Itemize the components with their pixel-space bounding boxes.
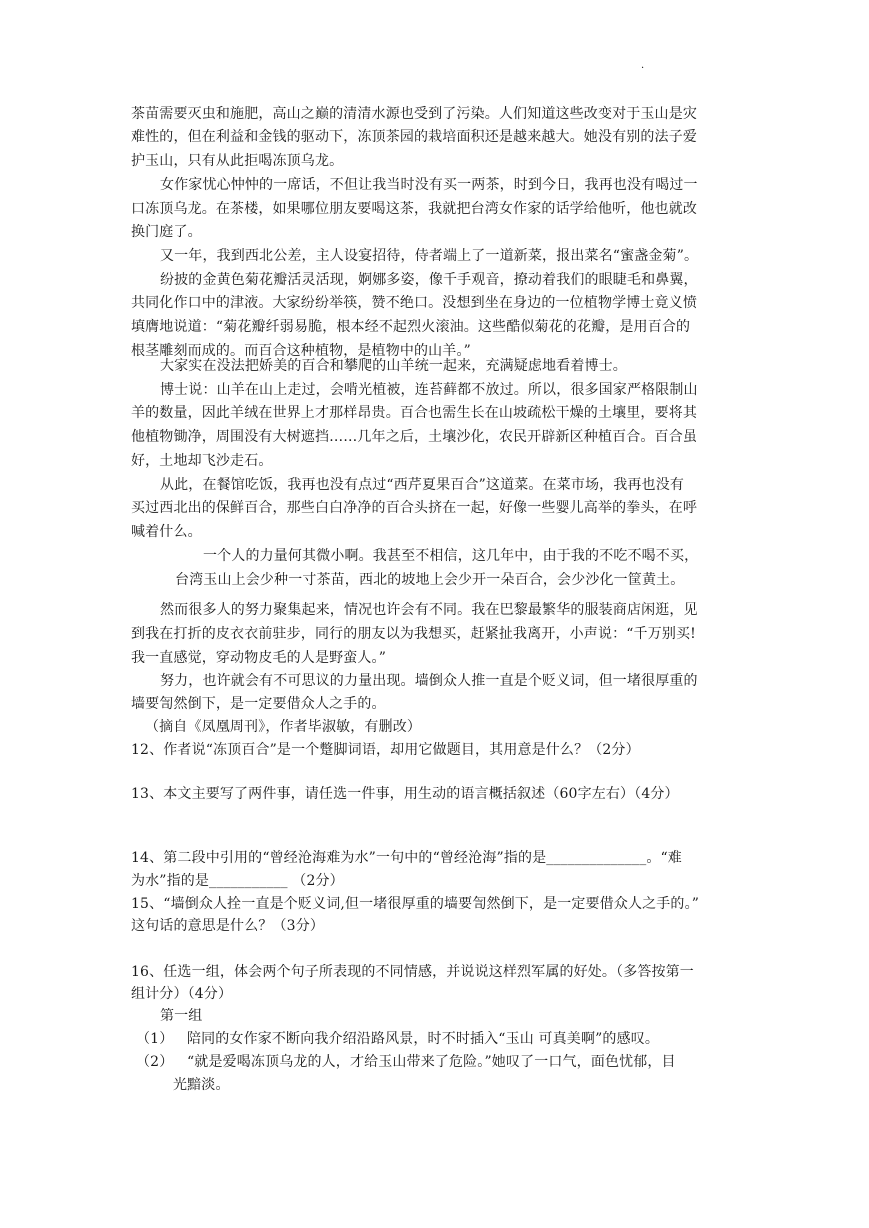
text-line: 博士说：山羊在山上走过，会啃光植被，连苔藓都不放过。所以，很多国家严格限制山 [160,382,698,398]
text-line: 换门庭了。 [131,224,202,240]
text-line: 羊的数量，因此羊绒在世界上才那样昂贵。百合也需生长在山坡疏松干燥的土壤里，要将其 [131,405,697,421]
item-number: （2） [136,1054,174,1070]
text-line: 到我在打折的皮衣衣前驻步，同行的朋友以为我想买，赶紧扯我离开，小声说：“千万别买! [131,626,696,642]
text-line: 口冻顶乌龙。在茶楼，如果哪位朋友要喝这茶，我就把台湾女作家的话学给他听，他也就改 [131,201,697,217]
question-14-line-2: 为水”指的是___________ （2分） [131,873,344,889]
question-16-line-2: 组计分）（4分） [131,986,233,1002]
text-line: 然而很多人的努力聚集起来，情况也许会有不同。我在巴黎最繁华的服装商店闲逛，见 [160,602,698,618]
text-line: 一个人的力量何其微小啊。我甚至不相信，这几年中，由于我的不吃不喝不买， [203,548,699,564]
item-text: 陪同的女作家不断向我介绍沿路风景，时不时插入“玉山 可真美啊”的感叹。 [187,1031,660,1047]
text-line: 买过西北出的保鲜百合，那些白白净净的百合头挤在一起，好像一些婴儿高举的拳头，在呼 [131,500,697,516]
text-line: 女作家忧心忡忡的一席话，不但让我当时没有买一两茶，时到今日，我再也没有喝过一 [160,177,698,193]
item-number: （1） [136,1031,174,1047]
question-15-line-2: 这句话的意思是什么？（3分） [131,918,325,934]
question-15-line-1: 15、“墙倒众人拴一直是个贬义词,但一堵很厚重的墙要訇然倒下，是一定要借众人之手的。” [131,896,700,912]
source-citation: （摘自《凤凰周刊》，作者毕淑敏，有删改） [145,719,421,735]
text-line: 从此，在餐馆吃饭，我再也没有点过“西芹夏果百合”这道菜。在菜市场，我再也没有 [160,477,685,493]
group-title: 第一组 [160,1008,203,1024]
item-text: 光黯淡。 [173,1077,230,1093]
header-dot: · [641,63,645,74]
text-line: 努力，也许就会有不可思议的力量出现。墙倒众人推一直是个贬义词，但一堵很厚重的 [160,673,698,689]
question-14-line-1: 14、第二段中引用的“曾经沧海难为水”一句中的“曾经沧海”指的是______________。“难 [131,850,682,866]
text-line: 护玉山，只有从此拒喝冻顶乌龙。 [131,153,344,169]
text-line: 茶苗需要灭虫和施肥，高山之巅的清清水源也受到了污染。人们知道这些改变对于玉山是灾 [131,106,697,122]
text-line: 我一直感觉，穿动物皮毛的人是野蛮人。” [131,650,387,666]
question-12: 12、作者说“冻顶百合”是一个蹩脚词语，却用它做题目，其用意是什么？（2分） [131,742,640,758]
text-line: 难性的，但在利益和金钱的驱动下，冻顶茶园的栽培面积还是越来越大。她没有别的法子爱 [131,129,697,145]
text-line: 根茎雕刻而成的。而百合这种植物，是植物中的山羊。” [131,343,471,359]
question-16-line-1: 16、任选一组，体会两个句子所表现的不同情感，并说说这样烈军属的好处。（多答按第一 [131,964,694,980]
text-line: 他植物锄净，周围没有大树遮挡……几年之后，土壤沙化，农民开辟新区种植百合。百合虽 [131,429,697,445]
text-line: 纷披的金黄色菊花瓣活灵活现，婀娜多姿，像千手观音，撩动着我们的眼睫毛和鼻翼， [160,272,698,288]
question-13: 13、本文主要写了两件事，请任选一件事，用生动的语言概括叙述（60字左右）（4分） [131,786,679,802]
text-line: 又一年，我到西北公差，主人设宴招待，侍者端上了一道新菜，报出菜名“蜜盏金菊”。 [160,248,699,264]
item-text: “就是爱喝冻顶乌龙的人，才给玉山带来了危险。”她叹了一口气，面色忧郁，目 [187,1054,676,1070]
text-line: 台湾玉山上会少种一寸茶苗，西北的坡地上会少开一朵百合，会少沙化一筐黄土。 [175,572,685,588]
text-line: 共同化作口中的津液。大家纷纷举筷，赞不绝口。没想到坐在身边的一位植物学博士竟义愤 [131,295,697,311]
text-line: 墙要訇然倒下，是一定要借众人之手的。 [131,696,386,712]
text-line: 好，土地却飞沙走石。 [131,453,273,469]
text-line: 填膺地说道：“菊花瓣纤弱易脆，根本经不起烈火滚油。这些酷似菊花的花瓣，是用百合的 [131,319,691,335]
text-line: 喊着什么。 [131,524,202,540]
text-line: 大家实在没法把娇美的百合和攀爬的山羊统一起来，充满疑虑地看着博士。 [160,358,627,374]
